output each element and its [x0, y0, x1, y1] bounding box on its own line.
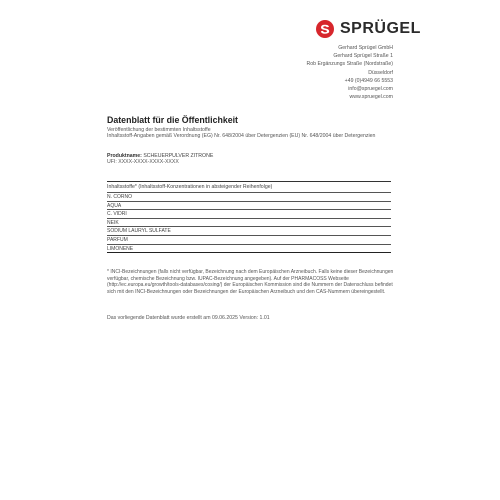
document-title: Datenblatt für die Öffentlichkeit [107, 115, 238, 125]
document-subtitle-regulation: Inhaltsstoff-Angaben gemäß Verordnung (EG) Nr. 648/2004 über Detergenzien (EU) Nr. 648/2004 über Detergenzien [107, 133, 376, 139]
address-line: Rob Ergänzungs Straße (Nordstraße) [306, 61, 393, 68]
address-line: Gerhard Sprügel Straße 1 [333, 53, 393, 60]
table-row: SODIUM LAURYL SULFATE [107, 227, 391, 236]
address-line: +49 (0)4949 66 5553 [344, 77, 393, 84]
document-subtitle: Veröffentlichung der bestimmten Inhaltsstoffe [107, 127, 211, 133]
table-row: PARFUM [107, 236, 391, 245]
footnotes [107, 269, 397, 296]
footnote-paragraph: * INCI-Bezeichnungen (falls nicht verfügbar, Bezeichnung nach dem Europäischen Arzneibuch. Falls keine dieser Bezeichnungen verfügbar, chemische Bezeichnung bzw. IUPAC-Bezeichnung angegeben). Auf der PHARMACOSS Webseite (http://ec.europa.eu/growth/tools-databases/cosing/) der Europäischen Kommission sind die Nummern der Datenschluss befindet sich mit den INCI-Bezeichnungen oder Bezeichnungen der Europäischen Arzneibuch und den CAS-Nummern übereingestellt. [107, 269, 394, 296]
company-address [307, 44, 394, 101]
table-header: Inhaltsstoffe* (Inhaltsstoff-Konzentrationen in absteigender Reihenfolge) [107, 182, 391, 193]
address-line: www.spruegel.com [349, 94, 393, 101]
product-name-value: SCHEUERPULVER ZITRONE [143, 153, 214, 159]
address-line: Düsseldorf [368, 69, 393, 76]
table-row: C. VIDRI [107, 210, 391, 219]
product-name-label: Produktname: [107, 153, 142, 159]
version-note: Das vorliegende Datenblatt wurde erstellt am 09.06.2025 Version: 1.01 [107, 315, 270, 321]
address-line: Gerhard Sprügel GmbH [338, 45, 393, 51]
address-line: info@spruegel.com [348, 85, 393, 92]
ingredients-table [107, 181, 391, 253]
table-row: NEIK [107, 219, 391, 228]
logo-mark-icon [316, 20, 334, 38]
logo-text: SPRÜGEL [340, 20, 421, 37]
product-ufi: UFI: XXXX-XXXX-XXXX-XXXX [107, 159, 179, 165]
company-logo [316, 20, 421, 38]
table-row: AQUA [107, 202, 391, 211]
table-row: N. CORNO [107, 193, 391, 202]
table-row: LIMONENE [107, 245, 391, 254]
